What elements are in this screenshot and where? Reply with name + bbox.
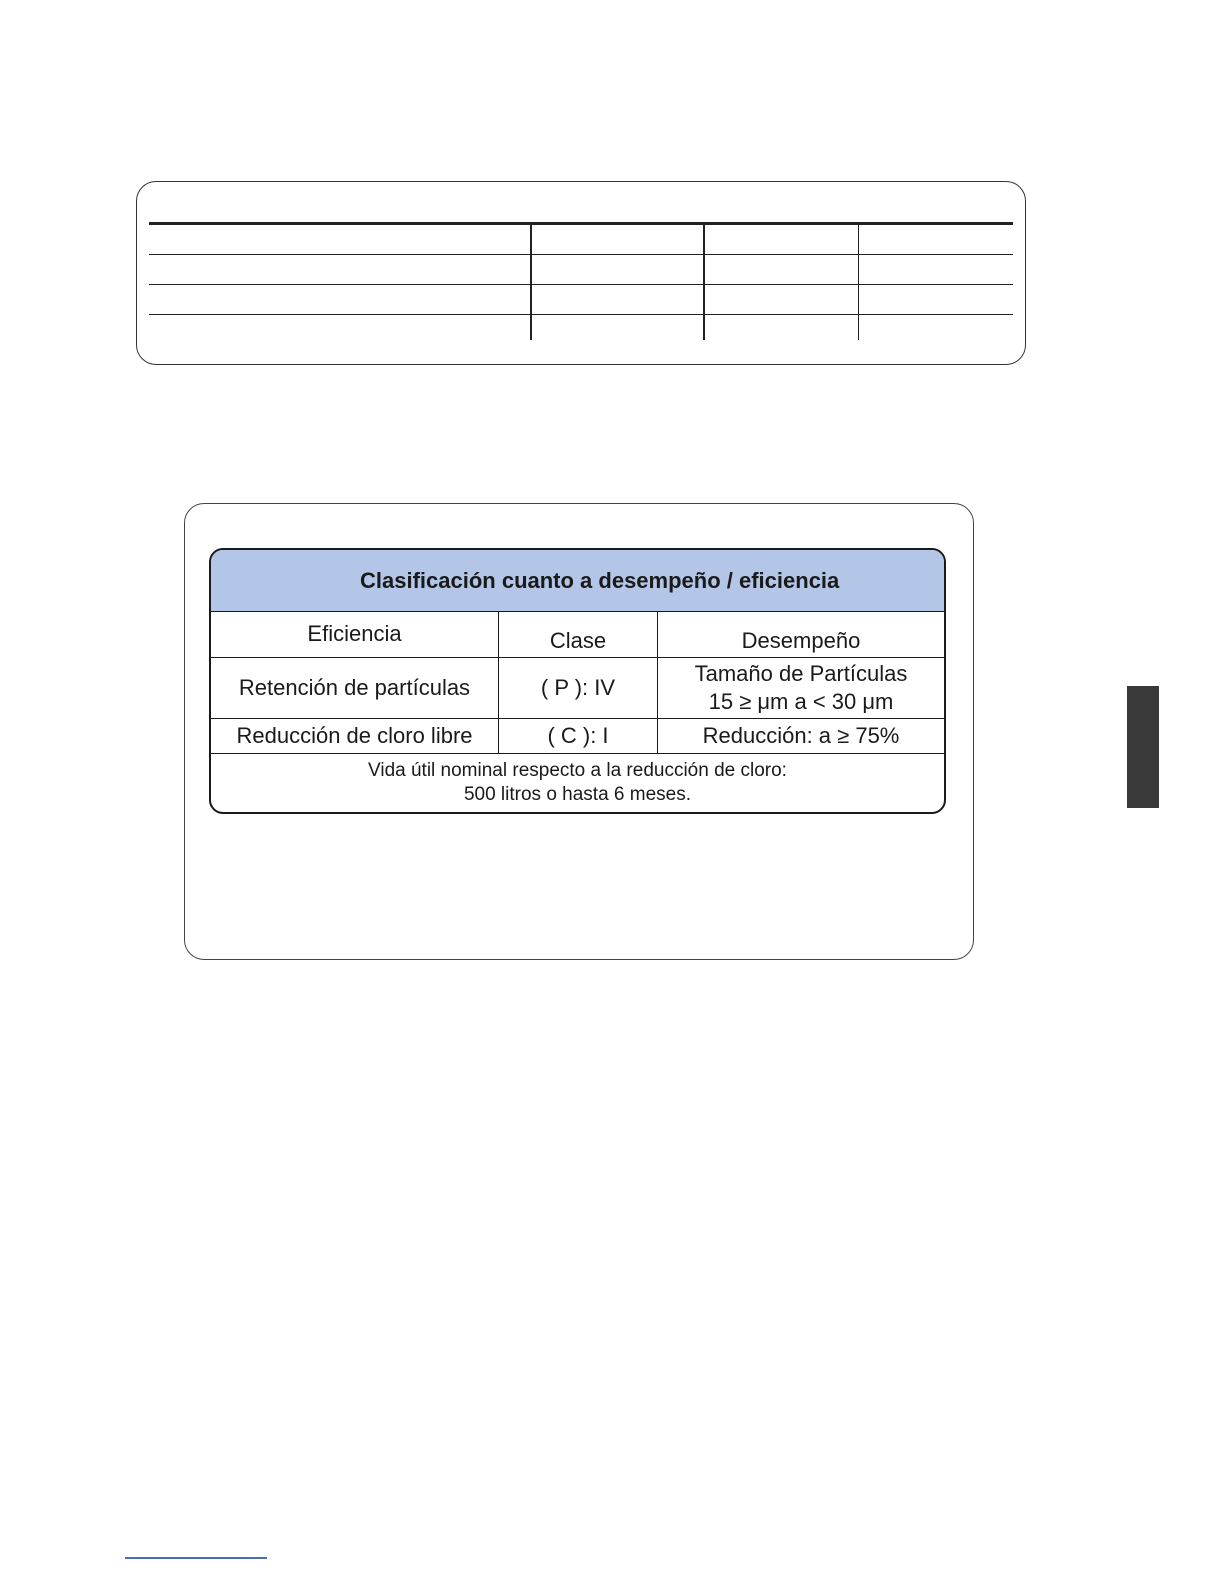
cell-efficiency: Retención de partículas — [238, 675, 471, 700]
spec-table-column-divider — [703, 222, 705, 340]
spec-table-column-divider — [530, 222, 532, 340]
spec-table-row-divider — [149, 284, 1013, 285]
cell-performance — [657, 658, 944, 718]
table-header-row — [211, 612, 944, 658]
cell-performance: Reducción: a ≥ 75% — [657, 719, 944, 753]
performance-line: 15 ≥ μm a < 30 μm — [708, 689, 894, 714]
header-efficiency: Eficiencia — [307, 621, 402, 646]
table-row — [211, 658, 944, 719]
cell-efficiency: Reducción de cloro libre — [236, 723, 473, 748]
classification-panel — [184, 503, 974, 960]
spec-table-row-divider — [149, 254, 1013, 255]
cell-class: ( C ): I — [498, 719, 657, 753]
classification-table-title: Clasificación cuanto a desempeño / eficiencia — [211, 550, 944, 612]
header-class: Clase — [498, 612, 657, 657]
table-footer-note — [211, 754, 944, 812]
spec-table-top-rule — [149, 222, 1013, 225]
spec-panel — [136, 181, 1026, 365]
spec-table-column-divider — [858, 222, 859, 340]
table-row — [211, 719, 944, 754]
classification-table — [209, 548, 946, 814]
performance-line: Tamaño de Partículas — [694, 661, 908, 686]
cell-class: ( P ): IV — [498, 658, 657, 718]
section-tab — [1127, 686, 1159, 808]
spec-table — [149, 222, 1013, 340]
footer-line: 500 litros o hasta 6 meses. — [463, 784, 692, 805]
spec-table-row-divider — [149, 314, 1013, 315]
footnote-rule — [125, 1557, 267, 1559]
header-performance: Desempeño — [657, 612, 944, 657]
footer-line: Vida útil nominal respecto a la reducción de cloro: — [368, 760, 787, 781]
